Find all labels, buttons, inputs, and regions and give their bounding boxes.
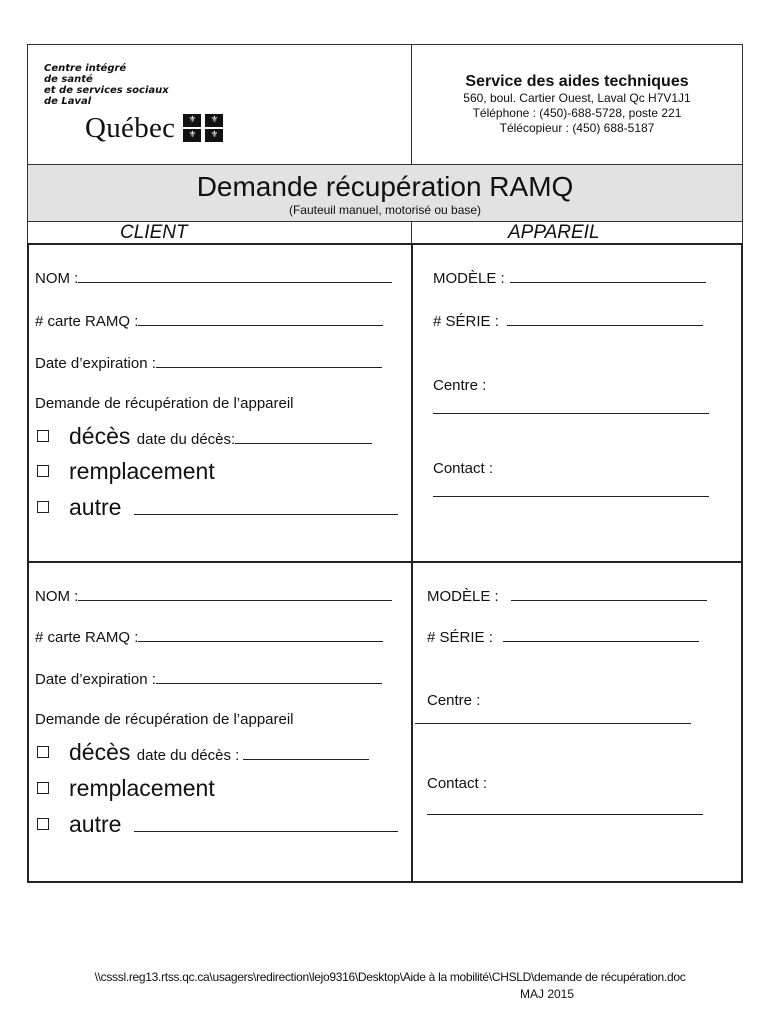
request-block-1 bbox=[27, 243, 743, 563]
nom-line[interactable] bbox=[78, 587, 392, 601]
column-headers bbox=[27, 221, 743, 243]
modele-field[interactable] bbox=[427, 587, 707, 606]
recovery-reason-heading: Demande de récupération de l’appareil bbox=[35, 711, 294, 728]
autre-checkbox[interactable] bbox=[37, 818, 49, 830]
autre-option[interactable] bbox=[37, 494, 398, 520]
expiration-line[interactable] bbox=[156, 354, 382, 368]
deces-date-line[interactable] bbox=[243, 744, 369, 760]
modele-line[interactable] bbox=[510, 269, 706, 283]
remplacement-checkbox[interactable] bbox=[37, 465, 49, 477]
autre-label: autre bbox=[69, 811, 122, 837]
device-section bbox=[413, 563, 741, 881]
form-subtitle: (Fauteuil manuel, motorisé ou base) bbox=[288, 203, 482, 217]
service-address: 560, boul. Cartier Ouest, Laval Qc H7V1J1 bbox=[463, 91, 691, 105]
remplacement-label: remplacement bbox=[69, 458, 215, 484]
device-column-header: APPAREIL bbox=[508, 222, 600, 243]
serie-label: # SÉRIE : bbox=[427, 629, 493, 646]
revision-date: MAJ 2015 bbox=[520, 987, 575, 1001]
ramq-card-field[interactable] bbox=[35, 312, 383, 331]
serie-label: # SÉRIE : bbox=[433, 313, 499, 330]
deces-label: décès bbox=[69, 423, 131, 449]
client-section bbox=[29, 245, 413, 561]
form-title: Demande récupération RAMQ bbox=[196, 171, 574, 202]
deces-checkbox[interactable] bbox=[37, 430, 49, 442]
contact-label: Contact : bbox=[433, 460, 494, 477]
serie-field[interactable] bbox=[427, 628, 699, 647]
nom-line[interactable] bbox=[78, 269, 392, 283]
expiration-line[interactable] bbox=[156, 670, 382, 684]
deces-option[interactable] bbox=[37, 739, 369, 769]
service-fax: Télécopieur : (450) 688-5187 bbox=[499, 121, 655, 135]
modele-label: MODÈLE : bbox=[427, 588, 499, 605]
centre-line[interactable] bbox=[415, 723, 691, 724]
deces-checkbox[interactable] bbox=[37, 746, 49, 758]
nom-field[interactable] bbox=[35, 587, 392, 606]
service-title: Service des aides techniques bbox=[465, 73, 689, 90]
ramq-card-field[interactable] bbox=[35, 628, 383, 647]
nom-label: NOM : bbox=[35, 588, 79, 605]
autre-line[interactable] bbox=[134, 495, 398, 515]
modele-label: MODÈLE : bbox=[433, 270, 505, 287]
contact-line[interactable] bbox=[433, 496, 709, 497]
request-form bbox=[27, 44, 743, 883]
form-header bbox=[27, 44, 743, 164]
nom-field[interactable] bbox=[35, 269, 392, 288]
serie-line[interactable] bbox=[503, 628, 699, 642]
deces-option[interactable] bbox=[37, 423, 372, 453]
quebec-logo bbox=[85, 113, 223, 143]
expiration-label: Date d’expiration : bbox=[35, 355, 156, 372]
contact-line[interactable] bbox=[427, 814, 703, 815]
ramq-card-label: # carte RAMQ : bbox=[35, 313, 139, 330]
centre-label: Centre : bbox=[427, 692, 481, 709]
autre-line[interactable] bbox=[134, 812, 398, 832]
expiration-field[interactable] bbox=[35, 670, 382, 689]
deces-label: décès bbox=[69, 739, 131, 765]
autre-label: autre bbox=[69, 494, 122, 520]
ramq-card-line[interactable] bbox=[138, 312, 383, 326]
deces-date-line[interactable] bbox=[235, 428, 372, 444]
nom-label: NOM : bbox=[35, 270, 79, 287]
remplacement-checkbox[interactable] bbox=[37, 782, 49, 794]
serie-field[interactable] bbox=[433, 312, 703, 331]
recovery-reason-heading: Demande de récupération de l’appareil bbox=[35, 395, 294, 412]
remplacement-option[interactable] bbox=[37, 458, 215, 484]
deces-date-label: date du décès : bbox=[136, 747, 240, 764]
remplacement-label: remplacement bbox=[69, 775, 215, 801]
client-section bbox=[29, 563, 413, 881]
organization-logo-area bbox=[28, 45, 412, 164]
deces-date-label: date du décès: bbox=[136, 431, 236, 448]
centre-label: Centre : bbox=[433, 377, 487, 394]
autre-option[interactable] bbox=[37, 811, 398, 837]
serie-line[interactable] bbox=[507, 312, 703, 326]
centre-line[interactable] bbox=[433, 413, 709, 414]
modele-field[interactable] bbox=[433, 269, 706, 288]
logo-wordmark: Québec bbox=[85, 112, 176, 144]
form-title-band bbox=[27, 164, 743, 221]
expiration-label: Date d’expiration : bbox=[35, 671, 156, 688]
ramq-card-label: # carte RAMQ : bbox=[35, 629, 139, 646]
contact-label: Contact : bbox=[427, 775, 488, 792]
device-section bbox=[413, 245, 741, 561]
client-column-header: CLIENT bbox=[28, 222, 412, 243]
remplacement-option[interactable] bbox=[37, 775, 215, 801]
service-phone: Téléphone : (450)-688-5728, poste 221 bbox=[472, 106, 682, 120]
expiration-field[interactable] bbox=[35, 354, 382, 373]
organization-name: Centre intégré de santé et de services sociaux de Laval bbox=[44, 63, 169, 107]
request-block-2 bbox=[27, 563, 743, 883]
autre-checkbox[interactable] bbox=[37, 501, 49, 513]
file-path-footer: \\csssl.reg13.rtss.qc.ca\usagers\redirection\lejo9316\Desktop\Aide à la mobilité\CHSLD\demande de récupération.doc bbox=[94, 970, 686, 984]
service-info bbox=[412, 45, 742, 164]
modele-line[interactable] bbox=[511, 587, 707, 601]
fleur-de-lis-flag-icon: ⚜ ⚜ ⚜ ⚜ bbox=[183, 114, 223, 142]
ramq-card-line[interactable] bbox=[138, 628, 383, 642]
